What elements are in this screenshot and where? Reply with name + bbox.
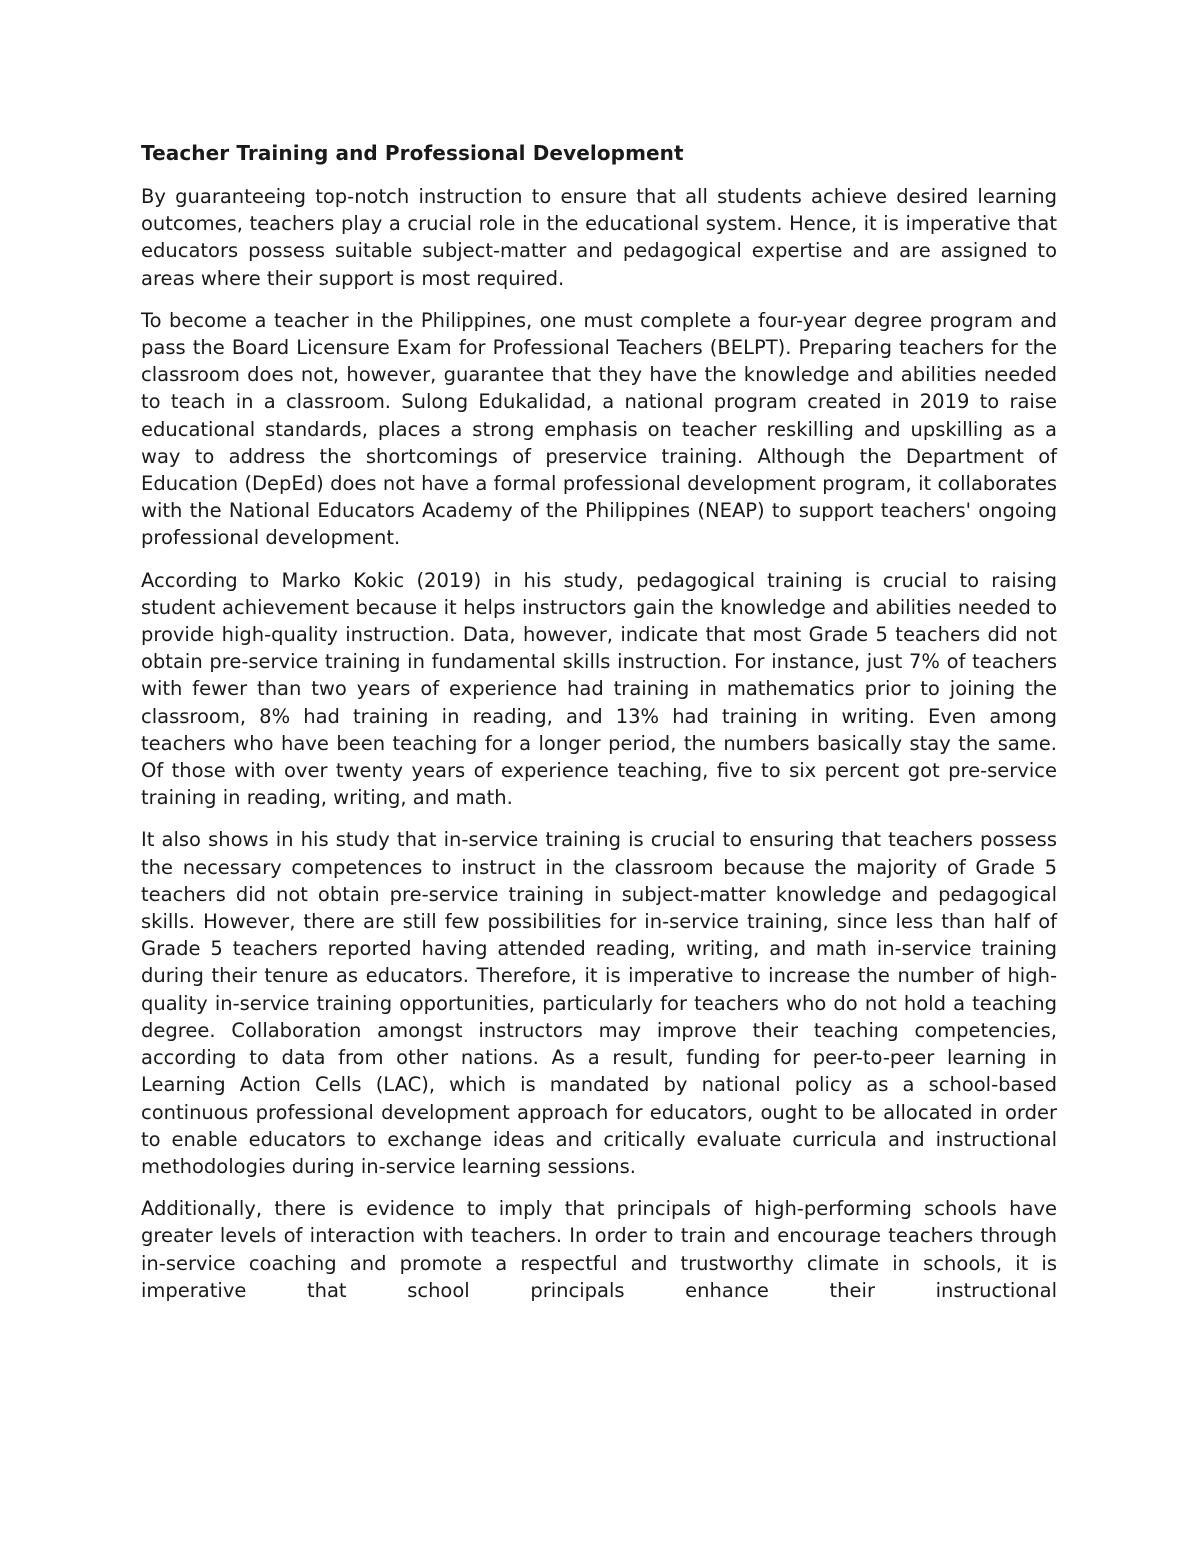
document-title: Teacher Training and Professional Development xyxy=(141,141,684,165)
paragraph-1: By guaranteeing top-notch instruction to ensure that all students achieve desired learning outcomes, teachers play a crucial role in the educational system. Hence, it is imperative that educators possess suitable subject-matter and pedagogical expertise and are assigned to areas where their support is most required. xyxy=(141,185,1057,290)
paragraph-4: It also shows in his study that in-service training is crucial to ensuring that teachers possess the necessary competences to instruct in the classroom because the majority of Grade 5 teachers did not obtain pre-service training in subject-matter knowledge and pedagogical skills. However, there are still few possibilities for in-service training, since less than half of Grade 5 teachers reported having attended reading, writing, and math in-service training during their tenure as educators. Therefore, it is imperative to increase the number of high-quality in-service training opportunities, particularly for teachers who do not hold a teaching degree. Collaboration amongst instructors may improve their teaching competencies, according to data from other nations. As a result, funding for peer-to-peer learning in Learning Action Cells (LAC), which is mandated by national policy as a school-based continuous professional development approach for educators, ought to be allocated in order to enable educators to exchange ideas and critically evaluate curricula and instructional methodologies during in-service learning sessions. xyxy=(141,828,1057,1178)
paragraph-2: To become a teacher in the Philippines, one must complete a four-year degree program and pass the Board Licensure Exam for Professional Teachers (BELPT). Preparing teachers for the classroom does not, however, guarantee that they have the knowledge and abilities needed to teach in a classroom. Sulong Edukalidad, a national program created in 2019 to raise educational standards, places a strong emphasis on teacher reskilling and upskilling as a way to address the shortcomings of preservice training. Although the Department of Education (DepEd) does not have a formal professional development program, it collaborates with the National Educators Academy of the Philippines (NEAP) to support teachers' ongoing professional development. xyxy=(141,308,1057,550)
document-page xyxy=(141,138,1057,1319)
paragraph-5: Additionally, there is evidence to imply that principals of high-performing schools have greater levels of interaction with teachers. In order to train and encourage teachers through in-service coaching and promote a respectful and trustworthy climate in schools, it is imperative that school principals enhance their instructional xyxy=(141,1197,1057,1302)
paragraph-3: According to Marko Kokic (2019) in his study, pedagogical training is crucial to raising student achievement because it helps instructors gain the knowledge and abilities needed to provide high-quality instruction. Data, however, indicate that most Grade 5 teachers did not obtain pre-service training in fundamental skills instruction. For instance, just 7% of teachers with fewer than two years of experience had training in mathematics prior to joining the classroom, 8% had training in reading, and 13% had training in writing. Even among teachers who have been teaching for a longer period, the numbers basically stay the same. Of those with over twenty years of experience teaching, five to six percent got pre-service training in reading, writing, and math. xyxy=(141,568,1057,810)
